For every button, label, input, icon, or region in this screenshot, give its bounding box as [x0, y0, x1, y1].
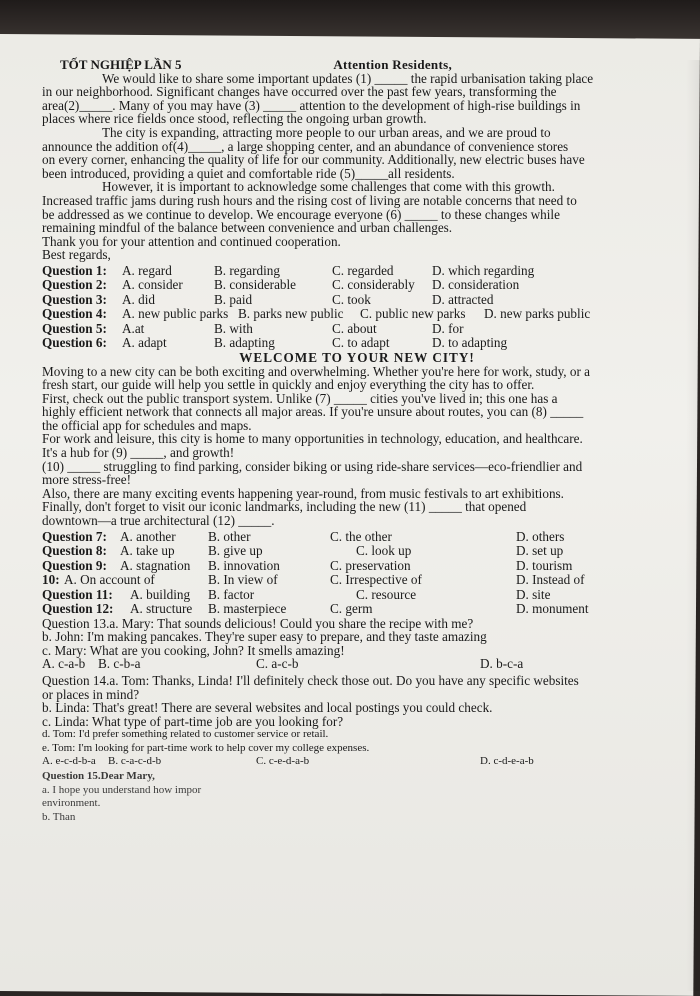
option-b: B. give up: [208, 543, 263, 559]
passage-1-line: be addressed as we continue to develop. We encourage everyone (6) _____ to these changes while: [42, 206, 560, 222]
question-row: [42, 336, 672, 351]
dialogue-line: b. John: I'm making pancakes. They're super easy to prepare, and they taste amazing: [42, 629, 487, 645]
dialogue-line: b. Linda: That's great! There are several websites and local postings you could check.: [42, 700, 493, 716]
passage-2: [42, 365, 672, 528]
option-d: D. c-d-e-a-b: [480, 755, 534, 768]
option-b: B. In view of: [208, 572, 278, 588]
option-b: B. c-a-c-d-b: [108, 755, 162, 768]
worksheet-header: [60, 58, 672, 72]
question-label: Question 3:: [42, 291, 107, 307]
option-a: A. structure: [130, 601, 193, 617]
option-a: A. e-c-d-b-a: [42, 755, 96, 768]
passage-2-line: more stress-free!: [42, 472, 131, 488]
option-c: C. regarded: [332, 262, 394, 278]
passage-2-line: fresh start, our guide will help you settle in quickly and enjoy everything the city has to offer.: [42, 377, 535, 393]
option-b: B. other: [208, 528, 251, 544]
option-b: B. c-b-a: [98, 656, 141, 672]
letter-line: b. Than: [42, 810, 76, 823]
passage-1-line: Increased traffic jams during rush hours and the rising cost of living are notable concerns that need to: [42, 192, 577, 208]
option-a: A. regard: [122, 262, 172, 278]
question-label: Question 2:: [42, 277, 107, 293]
letter-salutation: Question 15.Dear Mary,: [42, 769, 155, 782]
question-row: [42, 264, 672, 279]
option-d: D. monument: [516, 601, 589, 617]
option-b: B. considerable: [214, 277, 297, 293]
option-c: C. public new parks: [360, 306, 466, 322]
option-a: A. another: [120, 528, 176, 544]
passage-1-line: places where rice fields once stood, reflecting the ongoing urban growth.: [42, 111, 427, 127]
option-d: D. b-c-a: [480, 656, 524, 672]
question-13: [42, 617, 672, 672]
dialogue-line: d. Tom: I'd prefer something related to customer service or retail.: [42, 728, 329, 741]
option-c: C. the other: [330, 528, 392, 544]
passage-2-line: Finally, don't forget to visit our iconic landmarks, including the new (11) _____ that opened: [42, 499, 527, 515]
passage-1-line: The city is expanding, attracting more people to our urban areas, and we are proud to: [102, 124, 551, 140]
passage-2-line: the official app for schedules and maps.: [42, 417, 252, 433]
passage-1-line: However, it is important to acknowledge some challenges that come with this growth.: [102, 179, 555, 195]
option-d: D. new parks public: [484, 306, 591, 322]
section-title: WELCOME TO YOUR NEW CITY!: [239, 349, 475, 365]
option-c: C. look up: [356, 543, 412, 559]
option-c: C. considerably: [332, 277, 415, 293]
passage-2-line: It's a hub for (9) _____, and growth!: [42, 445, 235, 461]
question-label: 10:: [42, 572, 60, 588]
passage-2-line: For work and leisure, this city is home to many opportunities in technology, education, and healthcare.: [42, 431, 583, 447]
letter-line: a. I hope you understand how impor: [42, 783, 202, 796]
passage-1-line: announce the addition of(4)_____, a large shopping center, and an abundance of convenience stores: [42, 138, 569, 154]
option-c: C. c-e-d-a-b: [256, 755, 310, 768]
paper-edge-shadow: [686, 60, 700, 991]
passage-2-line: downtown—a true architectural (12) _____.: [42, 513, 275, 529]
dialogue-line: Question 14.a. Tom: Thanks, Linda! I'll definitely check those out. Do you have any specific websites: [42, 672, 579, 688]
passage-2-line: (10) _____ struggling to find parking, consider biking or using ride-share services—eco-friendlier and: [42, 458, 583, 474]
passage-1-line: area(2)_____. Many of you may have (3) _____ attention to the development of high-rise buildings in: [42, 97, 581, 113]
dialogue-line: e. Tom: I'm looking for part-time work to help cover my college expenses.: [42, 741, 370, 754]
question-block-1: [42, 264, 672, 351]
passage-1: [42, 72, 672, 262]
passage-1-line: in our neighborhood. Significant changes have occurred over the past few years, transforming the: [42, 84, 557, 100]
question-block-2: [42, 530, 672, 617]
question-15: [42, 770, 672, 824]
worksheet-content: [42, 58, 672, 824]
option-a: A. new public parks: [122, 306, 229, 322]
question-label: Question 6:: [42, 335, 107, 351]
passage-2-line: highly efficient network that connects all major areas. If you're unsure about routes, you can (8) _____: [42, 404, 584, 420]
passage-1-line: remaining mindful of the balance between convenience and urban challenges.: [42, 220, 453, 236]
letter-line: environment.: [42, 797, 101, 810]
question-label: Question 4:: [42, 306, 107, 322]
option-d: D. tourism: [516, 557, 573, 573]
passage-2-line: Moving to a new city can be both exciting and overwhelming. Whether you're here for work, study, or a: [42, 363, 591, 379]
passage-2-line: First, check out the public transport system. Unlike (7) _____ cities you've lived in; this one has a: [42, 390, 558, 406]
option-b: B. parks new public: [238, 306, 344, 322]
option-a: A. take up: [120, 543, 175, 559]
question-row: [42, 602, 672, 617]
question-label: Question 9:: [42, 557, 107, 573]
dialogue-line: or places in mind?: [42, 686, 140, 702]
option-b: B. with: [214, 320, 253, 336]
option-b: B. regarding: [214, 262, 280, 278]
option-d: D. which regarding: [432, 262, 535, 278]
option-d: D. for: [432, 320, 464, 336]
option-d: D. attracted: [432, 291, 494, 307]
question-row: [42, 573, 672, 588]
option-c: C. germ: [330, 601, 373, 617]
question-row: [42, 588, 672, 603]
option-d: D. consideration: [432, 277, 520, 293]
option-b: B. factor: [208, 586, 255, 602]
passage-1-line: We would like to share some important updates (1) _____ the rapid urbanisation taking place: [102, 70, 594, 86]
option-c: C. took: [332, 291, 371, 307]
option-d: D. set up: [516, 543, 564, 559]
passage-1-line: been introduced, providing a quiet and comfortable ride (5)_____all residents.: [42, 165, 455, 181]
passage-1-line: Thank you for your attention and continued cooperation.: [42, 233, 341, 249]
option-d: D. to adapting: [432, 335, 508, 351]
exam-title: TỐT NGHIỆP LẦN 5: [60, 57, 182, 72]
option-a: A. adapt: [122, 335, 167, 351]
option-c: C. resource: [356, 586, 417, 602]
question-row: [42, 530, 672, 545]
question-row: [42, 755, 672, 770]
question-row: [42, 657, 672, 672]
passage-1-line: on every corner, enhancing the quality of life for our community. Additionally, new electric buses have: [42, 152, 585, 168]
passage-2-line: Also, there are many exciting events happening year-round, from music festivals to art exhibitions.: [42, 485, 564, 501]
option-b: B. masterpiece: [208, 601, 287, 617]
question-14: [42, 674, 672, 770]
dialogue-line: Question 13.a. Mary: That sounds delicious! Could you share the recipe with me?: [42, 615, 474, 631]
option-b: B. adapting: [214, 335, 275, 351]
question-label: Question 7:: [42, 528, 107, 544]
option-d: D. others: [516, 528, 565, 544]
question-row: [42, 307, 672, 322]
option-c: C. preservation: [330, 557, 411, 573]
question-label: Question 8:: [42, 543, 107, 559]
question-label: Question 11:: [42, 586, 113, 602]
question-label: Question 1:: [42, 262, 107, 278]
option-a: A. On account of: [64, 572, 155, 588]
passage-1-line: Best regards,: [42, 247, 111, 263]
option-c: C. a-c-b: [256, 656, 299, 672]
option-a: A. did: [122, 291, 155, 307]
notice-title: Attention Residents,: [333, 57, 452, 72]
option-c: C. about: [332, 320, 377, 336]
option-a: A. building: [130, 586, 191, 602]
option-c: C. Irrespective of: [330, 572, 422, 588]
dialogue-line: c. Linda: What type of part-time job are you looking for?: [42, 713, 344, 729]
option-d: D. Instead of: [516, 572, 585, 588]
dialogue-line: c. Mary: What are you cooking, John? It smells amazing!: [42, 642, 345, 658]
option-a: A.at: [122, 320, 145, 336]
option-b: B. innovation: [208, 557, 280, 573]
option-a: A. consider: [122, 277, 183, 293]
option-d: D. site: [516, 586, 551, 602]
option-c: C. to adapt: [332, 335, 390, 351]
option-b: B. paid: [214, 291, 253, 307]
question-row: [42, 544, 672, 559]
question-row: [42, 559, 672, 574]
question-label: Question 12:: [42, 601, 114, 617]
option-a: A. c-a-b: [42, 656, 86, 672]
question-row: [42, 293, 672, 308]
question-row: [42, 322, 672, 337]
question-row: [42, 278, 672, 293]
question-label: Question 5:: [42, 320, 107, 336]
option-a: A. stagnation: [120, 557, 191, 573]
